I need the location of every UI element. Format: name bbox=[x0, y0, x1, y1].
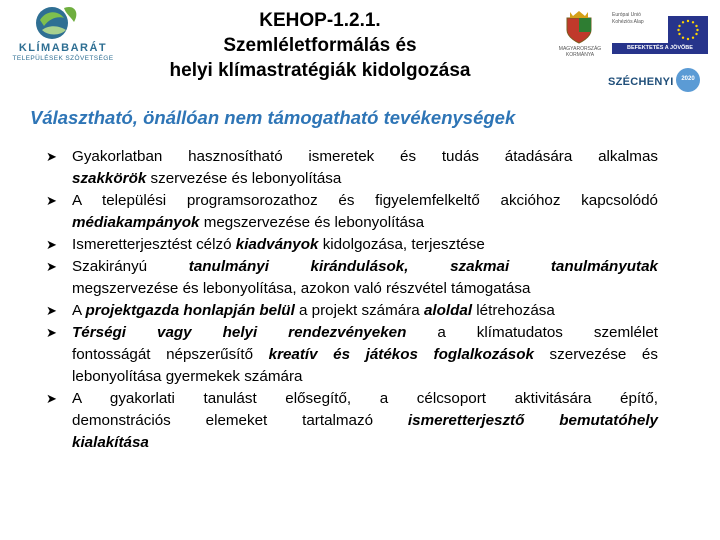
arrowhead-bullet-icon: ➤ bbox=[46, 237, 57, 252]
title-line-3: helyi klímastratégiák kidolgozása bbox=[169, 60, 471, 81]
globe-leaf-icon bbox=[4, 2, 122, 44]
fund-text-line-1: Európai Unió bbox=[612, 12, 641, 18]
item-line bbox=[72, 212, 658, 234]
logo-name: KLÍMABARÁT bbox=[18, 42, 108, 54]
szechenyi-year: 2020 bbox=[681, 76, 695, 82]
item-line bbox=[72, 344, 658, 366]
arrowhead-bullet-icon: ➤ bbox=[46, 303, 57, 318]
klimabarat-logo bbox=[4, 2, 122, 70]
item-text: létrehozása bbox=[472, 302, 555, 319]
item-text: szervezése és lebonyolítása bbox=[146, 170, 342, 187]
list-item bbox=[46, 256, 658, 300]
fund-text-line-2: Kohéziós Alap bbox=[612, 19, 644, 25]
item-text: Ismeretterjesztést célzó bbox=[72, 236, 236, 253]
item-line bbox=[72, 234, 658, 256]
item-emphasis: médiakampányok bbox=[72, 214, 200, 231]
header bbox=[0, 0, 720, 100]
hungarian-crest-icon bbox=[564, 10, 594, 44]
item-text: a projekt számára bbox=[294, 302, 424, 319]
item-line bbox=[72, 256, 658, 278]
item-text: a klímatudatos szemlélet bbox=[406, 324, 658, 341]
szechenyi-label: SZÉCHENYI bbox=[608, 76, 674, 88]
item-text: Szakirányú bbox=[72, 258, 189, 275]
item-line bbox=[72, 300, 658, 322]
fund-text bbox=[612, 12, 662, 36]
item-emphasis: kreatív és játékos foglalkozások bbox=[268, 346, 534, 363]
item-line: Gyakorlatban hasznosítható ismeretek és tudás átadására alkalmas bbox=[72, 148, 658, 165]
list-item bbox=[46, 388, 658, 454]
item-line: megszervezése és lebonyolítása, azokon való részvétel támogatása bbox=[72, 280, 531, 297]
logo-subtitle: TELEPÜLÉSEK SZÖVETSÉGE bbox=[12, 55, 114, 62]
list-item bbox=[46, 190, 658, 234]
item-emphasis: aloldal bbox=[423, 302, 473, 319]
list-item bbox=[46, 322, 658, 388]
item-text: szervezése és bbox=[533, 346, 658, 363]
activity-list bbox=[46, 146, 658, 454]
item-text: megszervezése és lebonyolítása bbox=[199, 214, 425, 231]
item-line bbox=[72, 432, 658, 454]
item-text: A bbox=[72, 302, 86, 319]
arrowhead-bullet-icon: ➤ bbox=[46, 149, 57, 164]
funding-logos bbox=[556, 2, 716, 102]
item-line: lebonyolítása gyermekek számára bbox=[72, 368, 303, 385]
item-line bbox=[72, 410, 658, 432]
item-text: kidolgozása, terjesztése bbox=[318, 236, 485, 253]
arrowhead-bullet-icon: ➤ bbox=[46, 259, 57, 274]
list-item bbox=[46, 146, 658, 190]
title-line-1: KEHOP-1.2.1. bbox=[259, 10, 381, 31]
item-emphasis: tanulmányi kirándulások, szakmai tanulmányutak bbox=[188, 258, 658, 275]
item-emphasis: ismeretterjesztő bemutatóhely bbox=[407, 412, 658, 429]
item-text: demonstrációs elemeket tartalmazó bbox=[72, 412, 408, 429]
arrowhead-bullet-icon: ➤ bbox=[46, 391, 57, 406]
list-item bbox=[46, 300, 658, 322]
eu-flag-icon bbox=[668, 16, 708, 44]
item-emphasis: Térségi vagy helyi rendezvényeken bbox=[72, 324, 407, 341]
section-title: Választható, önállóan nem támogatható tevékenységek bbox=[30, 107, 516, 128]
item-text: fontosságát népszerűsítő bbox=[72, 346, 269, 363]
item-emphasis: projektgazda honlapján belül bbox=[85, 302, 295, 319]
item-line: A gyakorlati tanulást elősegítő, a célcsoport aktivitására építő, bbox=[72, 390, 658, 407]
item-line bbox=[72, 168, 658, 190]
arrowhead-bullet-icon: ➤ bbox=[46, 325, 57, 340]
title-line-2: Szemléletformálás és bbox=[223, 35, 417, 56]
arrowhead-bullet-icon: ➤ bbox=[46, 193, 57, 208]
invest-banner: BEFEKTETÉS A JÖVŐBE bbox=[612, 43, 708, 54]
item-line: A települési programsorozathoz és figyelemfelkeltő akcióhoz kapcsolódó bbox=[72, 192, 658, 209]
government-text: MAGYARORSZÁG KORMÁNYA bbox=[558, 46, 602, 58]
item-line bbox=[72, 322, 658, 344]
item-emphasis: kiadványok bbox=[235, 236, 319, 253]
list-item bbox=[46, 234, 658, 256]
item-emphasis: szakkörök bbox=[72, 170, 147, 187]
item-emphasis: kialakítása bbox=[72, 434, 149, 451]
page-title bbox=[150, 8, 490, 83]
